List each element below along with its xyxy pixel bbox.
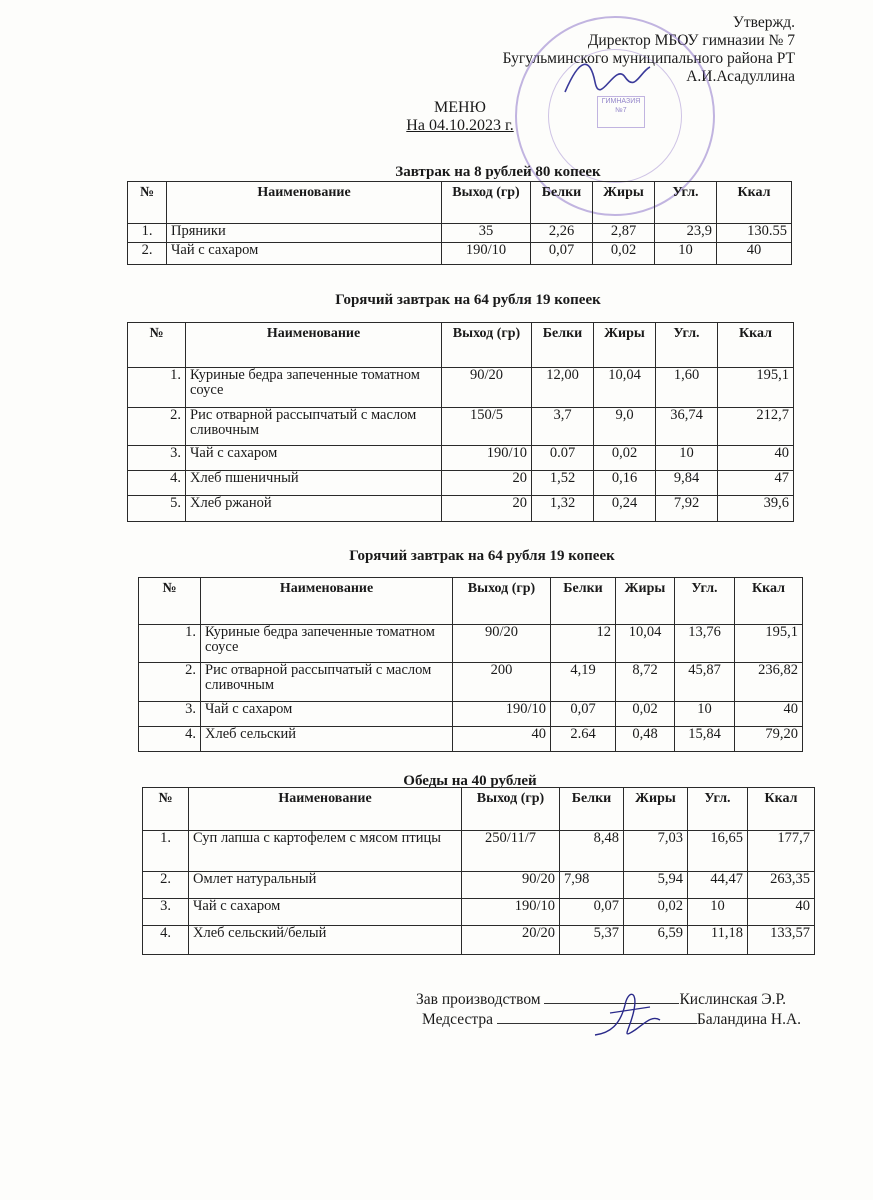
dish-kcal: 195,1 <box>735 625 803 663</box>
dish-fat: 0,02 <box>594 446 656 471</box>
dish-kcal: 79,20 <box>735 727 803 752</box>
dish-fat: 10,04 <box>616 625 675 663</box>
dish-fat: 7,03 <box>624 831 688 872</box>
dish-fat: 9,0 <box>594 408 656 446</box>
role-production: Зав производством <box>416 991 541 1008</box>
dish-carbs: 11,18 <box>688 926 748 955</box>
section-title: Завтрак на 8 рублей 80 копеек <box>395 164 601 180</box>
table-header-row <box>139 578 803 625</box>
col-header: Жиры <box>594 323 656 368</box>
approval-line: А.И.Асадуллина <box>686 68 795 85</box>
dish-output: 90/20 <box>442 368 532 408</box>
dish-protein: 12 <box>551 625 616 663</box>
dish-carbs: 16,65 <box>688 831 748 872</box>
table-row <box>128 496 794 522</box>
col-header: Наименование <box>167 182 442 224</box>
dish-output: 200 <box>453 663 551 702</box>
director-signature-icon <box>555 52 655 102</box>
approval-line: Директор МБОУ гимназии № 7 <box>587 32 795 49</box>
dish-carbs: 36,74 <box>656 408 718 446</box>
col-header: Выход (гр) <box>442 182 531 224</box>
col-header: Наименование <box>189 788 462 831</box>
dish-fat: 0,16 <box>594 471 656 496</box>
dish-carbs: 1,60 <box>656 368 718 408</box>
col-header: Ккал <box>718 323 794 368</box>
dish-name: Чай с сахаром <box>201 702 453 727</box>
dish-protein: 0,07 <box>531 243 593 265</box>
row-num: 4. <box>139 727 201 752</box>
stamp-core: ГИМНАЗИЯ №7 <box>597 96 645 128</box>
col-header: Белки <box>560 788 624 831</box>
dish-fat: 0,48 <box>616 727 675 752</box>
col-header: № <box>143 788 189 831</box>
table-row <box>139 625 803 663</box>
dish-output: 90/20 <box>462 872 560 899</box>
dish-kcal: 130.55 <box>717 224 792 243</box>
table-row <box>128 243 792 265</box>
col-header: Жиры <box>616 578 675 625</box>
dish-output: 90/20 <box>453 625 551 663</box>
dish-carbs: 45,87 <box>675 663 735 702</box>
dish-carbs: 10 <box>675 702 735 727</box>
row-num: 1. <box>128 224 167 243</box>
col-header: Выход (гр) <box>453 578 551 625</box>
row-num: 1. <box>128 368 186 408</box>
dish-fat: 8,72 <box>616 663 675 702</box>
dish-output: 20 <box>442 471 532 496</box>
col-header: Выход (гр) <box>442 323 532 368</box>
table-row <box>139 702 803 727</box>
col-header: Угл. <box>688 788 748 831</box>
dish-carbs: 10 <box>655 243 717 265</box>
row-num: 3. <box>128 446 186 471</box>
table-row <box>128 408 794 446</box>
dish-kcal: 39,6 <box>718 496 794 522</box>
approval-line: Утвержд. <box>732 14 795 31</box>
dish-kcal: 177,7 <box>748 831 815 872</box>
row-num: 2. <box>143 872 189 899</box>
dish-kcal: 40 <box>717 243 792 265</box>
dish-kcal: 40 <box>748 899 815 926</box>
dish-output: 20/20 <box>462 926 560 955</box>
dish-kcal: 47 <box>718 471 794 496</box>
dish-carbs: 9,84 <box>656 471 718 496</box>
table-row <box>139 727 803 752</box>
dish-name: Куриные бедра запеченные томатном соусе <box>201 625 453 663</box>
row-num: 2. <box>139 663 201 702</box>
hot-breakfast-table <box>127 322 794 522</box>
section-title: Горячий завтрак на 64 рубля 19 копеек <box>349 548 615 564</box>
breakfast-table <box>127 181 792 265</box>
row-num: 4. <box>143 926 189 955</box>
dish-name: Хлеб сельский/белый <box>189 926 462 955</box>
dish-protein: 2,26 <box>531 224 593 243</box>
dish-kcal: 236,82 <box>735 663 803 702</box>
table-row <box>143 926 815 955</box>
dish-kcal: 133,57 <box>748 926 815 955</box>
col-header: № <box>128 182 167 224</box>
dish-carbs: 23,9 <box>655 224 717 243</box>
dish-fat: 10,04 <box>594 368 656 408</box>
col-header: Ккал <box>717 182 792 224</box>
dish-name: Рис отварной рассыпчатый с маслом сливочным <box>201 663 453 702</box>
menu-date: На 04.10.2023 г. <box>406 117 514 134</box>
dish-name: Чай с сахаром <box>189 899 462 926</box>
col-header: Наименование <box>201 578 453 625</box>
dish-carbs: 15,84 <box>675 727 735 752</box>
dish-protein: 8,48 <box>560 831 624 872</box>
name-production: Кислинская Э.Р. <box>679 991 787 1008</box>
row-num: 3. <box>139 702 201 727</box>
role-nurse: Медсестра <box>422 1011 493 1028</box>
dish-carbs: 10 <box>656 446 718 471</box>
dish-fat: 0,02 <box>624 899 688 926</box>
dish-protein: 2.64 <box>551 727 616 752</box>
dish-protein: 0.07 <box>532 446 594 471</box>
dish-kcal: 40 <box>718 446 794 471</box>
dish-protein: 5,37 <box>560 926 624 955</box>
col-header: Жиры <box>593 182 655 224</box>
dish-name: Рис отварной рассыпчатый с маслом сливочным <box>186 408 442 446</box>
col-header: Угл. <box>655 182 717 224</box>
signature-icon <box>590 985 670 1045</box>
col-header: № <box>139 578 201 625</box>
dish-name: Суп лапша с картофелем с мясом птицы <box>189 831 462 872</box>
col-header: Белки <box>532 323 594 368</box>
table-header-row <box>143 788 815 831</box>
col-header: Ккал <box>735 578 803 625</box>
col-header: Жиры <box>624 788 688 831</box>
table-row <box>128 471 794 496</box>
dish-protein: 1,52 <box>532 471 594 496</box>
table-row <box>143 831 815 872</box>
dish-carbs: 7,92 <box>656 496 718 522</box>
table-row <box>128 446 794 471</box>
dish-protein: 4,19 <box>551 663 616 702</box>
dish-output: 190/10 <box>453 702 551 727</box>
row-num: 4. <box>128 471 186 496</box>
col-header: № <box>128 323 186 368</box>
dish-kcal: 195,1 <box>718 368 794 408</box>
dish-fat: 6,59 <box>624 926 688 955</box>
row-num: 3. <box>143 899 189 926</box>
dish-carbs: 44,47 <box>688 872 748 899</box>
dish-output: 190/10 <box>442 446 532 471</box>
dish-protein: 12,00 <box>532 368 594 408</box>
table-row <box>128 368 794 408</box>
dish-carbs: 13,76 <box>675 625 735 663</box>
table-row <box>139 663 803 702</box>
row-num: 1. <box>139 625 201 663</box>
dish-fat: 2,87 <box>593 224 655 243</box>
dish-name: Пряники <box>167 224 442 243</box>
row-num: 2. <box>128 408 186 446</box>
dish-name: Омлет натуральный <box>189 872 462 899</box>
dish-fat: 0,24 <box>594 496 656 522</box>
row-num: 1. <box>143 831 189 872</box>
document-title <box>0 99 873 135</box>
name-nurse: Баландина Н.А. <box>696 1011 802 1028</box>
col-header: Ккал <box>748 788 815 831</box>
col-header: Угл. <box>675 578 735 625</box>
dish-name: Чай с сахаром <box>186 446 442 471</box>
col-header: Белки <box>551 578 616 625</box>
dish-output: 35 <box>442 224 531 243</box>
dish-protein: 1,32 <box>532 496 594 522</box>
lunch-table <box>142 787 815 955</box>
approval-line: Бугульминского муниципального района РТ <box>502 50 795 67</box>
col-header: Выход (гр) <box>462 788 560 831</box>
dish-kcal: 212,7 <box>718 408 794 446</box>
col-header: Белки <box>531 182 593 224</box>
dish-protein: 7,98 <box>560 872 624 899</box>
dish-output: 40 <box>453 727 551 752</box>
dish-kcal: 263,35 <box>748 872 815 899</box>
table-header-row <box>128 323 794 368</box>
dish-output: 20 <box>442 496 532 522</box>
dish-carbs: 10 <box>688 899 748 926</box>
dish-protein: 3,7 <box>532 408 594 446</box>
dish-name: Чай с сахаром <box>167 243 442 265</box>
dish-name: Хлеб ржаной <box>186 496 442 522</box>
dish-protein: 0,07 <box>560 899 624 926</box>
dish-output: 190/10 <box>442 243 531 265</box>
table-row <box>143 899 815 926</box>
dish-protein: 0,07 <box>551 702 616 727</box>
table-row <box>143 872 815 899</box>
section-title: Обеды на 40 рублей <box>403 773 537 789</box>
section-title: Горячий завтрак на 64 рубля 19 копеек <box>335 292 601 308</box>
row-num: 2. <box>128 243 167 265</box>
dish-name: Куриные бедра запеченные томатном соусе <box>186 368 442 408</box>
dish-fat: 0,02 <box>616 702 675 727</box>
col-header: Угл. <box>656 323 718 368</box>
col-header: Наименование <box>186 323 442 368</box>
dish-name: Хлеб сельский <box>201 727 453 752</box>
row-num: 5. <box>128 496 186 522</box>
table-row <box>128 224 792 243</box>
table-header-row <box>128 182 792 224</box>
dish-output: 190/10 <box>462 899 560 926</box>
dish-fat: 0,02 <box>593 243 655 265</box>
dish-kcal: 40 <box>735 702 803 727</box>
dish-output: 250/11/7 <box>462 831 560 872</box>
dish-output: 150/5 <box>442 408 532 446</box>
dish-fat: 5,94 <box>624 872 688 899</box>
hot-breakfast-table-2 <box>138 577 803 752</box>
page-title: МЕНЮ <box>434 99 486 116</box>
dish-name: Хлеб пшеничный <box>186 471 442 496</box>
